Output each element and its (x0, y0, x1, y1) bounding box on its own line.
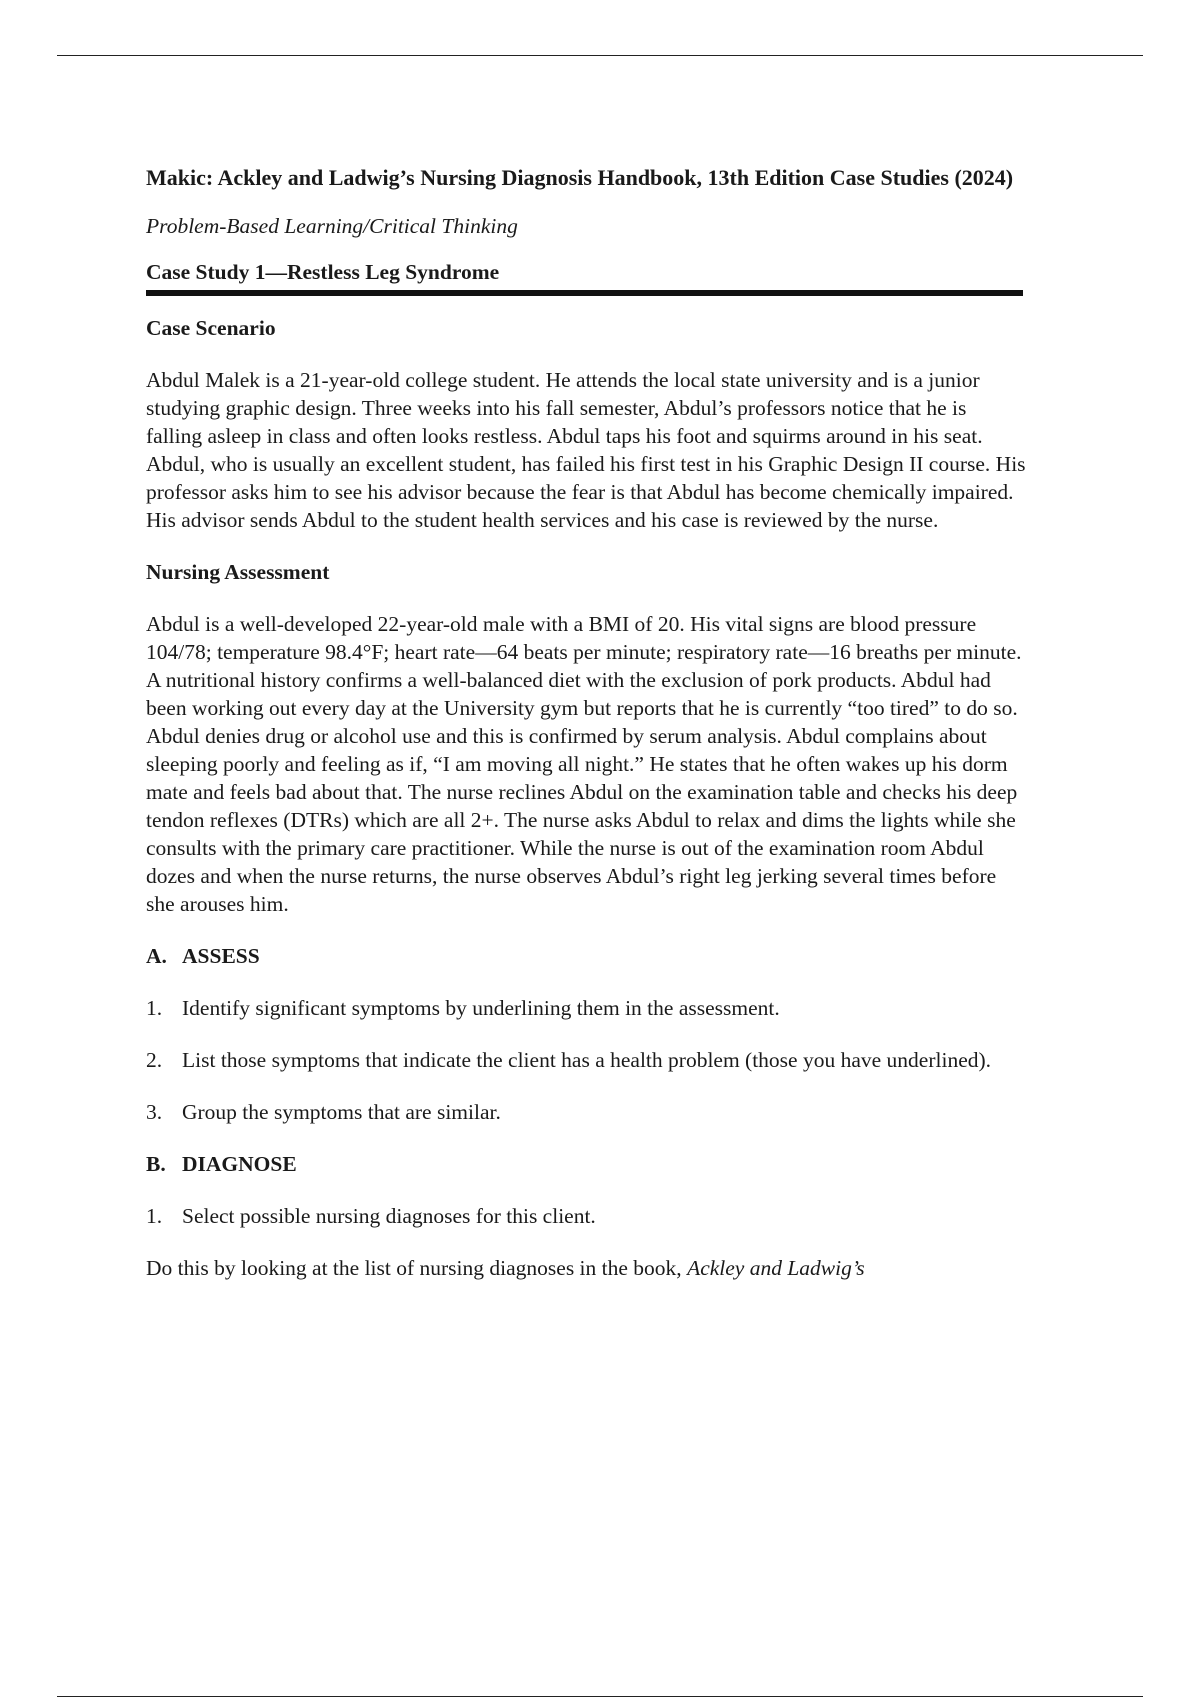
section-b-title: DIAGNOSE (182, 1152, 297, 1176)
list-item-number: 1. (146, 1204, 163, 1228)
list-item (146, 1046, 1026, 1074)
list-item-text: Select possible nursing diagnoses for this client. (182, 1204, 596, 1228)
assessment-paragraph: Abdul is a well-developed 22-year-old male with a BMI of 20. His vital signs are blood pressure 104/78; temperature 98.4°F; heart rate—64 beats per minute; respiratory rate—16 breaths per minute. A nutritional history confirms a well-balanced diet with the exclusion of pork products. Abdul had been working out every day at the University gym but reports that he is currently “too tired” to do so. Abdul denies drug or alcohol use and this is confirmed by serum analysis. Abdul complains about sleeping poorly and feeling as if, “I am moving all night.” He states that he often wakes up his dorm mate and feels bad about that. The nurse reclines Abdul on the examination table and checks his deep tendon reflexes (DTRs) which are all 2+. The nurse asks Abdul to relax and dims the lights while she consults with the primary care practitioner. While the nurse is out of the examination room Abdul dozes and when the nurse returns, the nurse observes Abdul’s right leg jerking several times before she arouses him. (146, 612, 1022, 916)
case-heading-rule (146, 290, 1023, 296)
list-item-text: List those symptoms that indicate the client has a health problem (those you have underlined). (182, 1048, 992, 1072)
list-item-number: 1. (146, 996, 163, 1020)
section-a-heading (146, 942, 1026, 970)
list-item (146, 994, 1026, 1022)
list-item-text: Group the symptoms that are similar. (182, 1100, 501, 1124)
list-item-number: 3. (146, 1100, 163, 1124)
document-body (146, 164, 1026, 1282)
document-subtitle: Problem-Based Learning/Critical Thinking (146, 214, 518, 238)
section-b-heading (146, 1150, 1026, 1178)
list-item-number: 2. (146, 1048, 163, 1072)
document-title: Makic: Ackley and Ladwig’s Nursing Diagnosis Handbook, 13th Edition Case Studies (2024) (146, 165, 1014, 190)
section-a-letter: A. (146, 944, 167, 968)
list-item (146, 1098, 1026, 1126)
list-item (146, 1202, 1026, 1230)
top-rule (57, 55, 1143, 56)
closing-book-title: Ackley and Ladwig’s (687, 1256, 865, 1280)
section-b-letter: B. (146, 1152, 166, 1176)
bottom-rule (57, 1696, 1143, 1697)
list-item-text: Identify significant symptoms by underlining them in the assessment. (182, 996, 780, 1020)
section-a-title: ASSESS (182, 944, 260, 968)
closing-text: Do this by looking at the list of nursing diagnoses in the book, (146, 1256, 682, 1280)
closing-paragraph (146, 1254, 1026, 1282)
scenario-paragraph: Abdul Malek is a 21-year-old college student. He attends the local state university and is a junior studying graphic design. Three weeks into his fall semester, Abdul’s professors notice that he is falling asleep in class and often looks restless. Abdul taps his foot and squirms around in his seat. Abdul, who is usually an excellent student, has failed his first test in his Graphic Design II course. His professor asks him to see his advisor because the fear is that Abdul has become chemically impaired. His advisor sends Abdul to the student health services and his case is reviewed by the nurse. (146, 368, 1026, 532)
case-study-heading: Case Study 1—Restless Leg Syndrome (146, 260, 500, 284)
scenario-heading: Case Scenario (146, 316, 276, 340)
assessment-heading: Nursing Assessment (146, 560, 330, 584)
